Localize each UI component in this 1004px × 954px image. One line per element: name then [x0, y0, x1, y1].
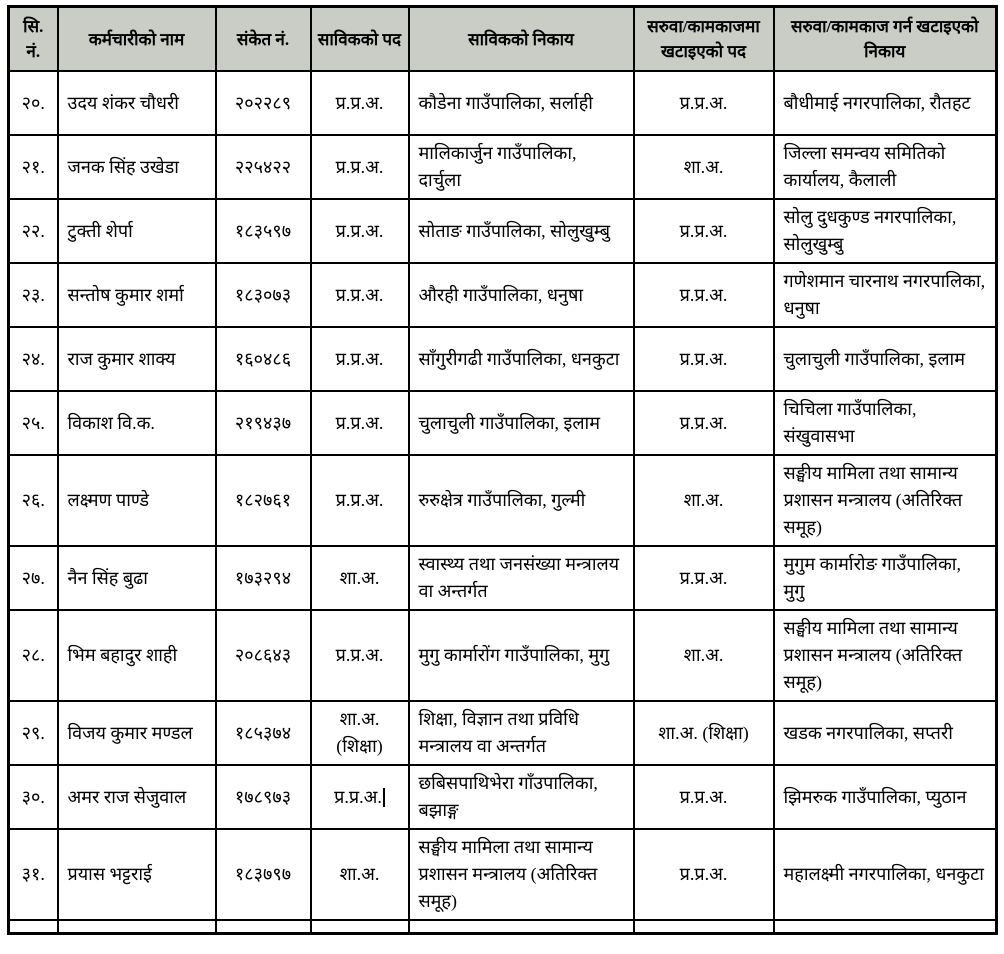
cell-former-office [409, 920, 634, 934]
cell-assigned-office [774, 135, 997, 199]
cell-employee-name [58, 455, 216, 546]
cell-assigned-position [634, 135, 774, 199]
cell-assigned-office [774, 71, 997, 135]
cell-text: अमर राज सेजुवाल [67, 786, 187, 807]
cell-text: प्र.प्र.अ. [679, 92, 728, 113]
cell-former-office [409, 263, 634, 327]
cell-serial-number [9, 829, 58, 920]
cell-former-position [311, 71, 409, 135]
cell-text: शा.अ. [683, 490, 724, 510]
cell-former-position [311, 765, 409, 829]
cell-employee-name [58, 199, 216, 263]
cell-text: बौधीमाई नगरपालिका, रौतहट [783, 92, 971, 113]
cell-text: २९. [21, 722, 45, 743]
cell-employee-name [58, 829, 216, 920]
cell-text: २०२२८९ [234, 92, 292, 113]
table-row [9, 327, 997, 391]
cell-serial-number [9, 701, 58, 765]
cell-text: प्र.प्र.अ. [335, 348, 384, 369]
cell-employee-name [58, 920, 216, 934]
cell-assigned-position [634, 199, 774, 263]
cell-former-position [311, 610, 409, 701]
cell-former-office [409, 701, 634, 765]
cell-text: टुक्ती शेर्पा [67, 220, 133, 241]
table-header-row [9, 7, 997, 72]
cell-serial-number [9, 71, 58, 135]
cell-text: सङ्घीय मामिला तथा सामान्य प्रशासन मन्त्रालय (अतिरिक्त समूह) [783, 618, 963, 692]
cell-text: सोलु दुधकुण्ड नगरपालिका, सोलुखुम्बु [783, 207, 957, 254]
cell-code-number [216, 546, 311, 610]
cell-text: रुरुक्षेत्र गाउँपालिका, गुल्मी [418, 490, 586, 510]
cell-serial-number [9, 920, 58, 934]
cell-assigned-position [634, 765, 774, 829]
cell-text: खडक नगरपालिका, सप्तरी [783, 722, 953, 743]
cell-serial-number [9, 263, 58, 327]
cell-text: औरही गाउँपालिका, धनुषा [418, 284, 584, 305]
cell-employee-name [58, 71, 216, 135]
cell-text: जनक सिंह उखेडा [67, 156, 179, 177]
cell-former-position [311, 327, 409, 391]
cell-text: प्र.प्र.अ. [335, 412, 384, 433]
cell-text: राज कुमार शाक्य [67, 348, 176, 369]
cell-former-office [409, 546, 634, 610]
cell-text: चिचिला गाउँपालिका, संखुवासभा [783, 399, 917, 446]
table-row [9, 199, 997, 263]
cell-assigned-office [774, 455, 997, 546]
cell-assigned-office [774, 765, 997, 829]
cell-employee-name [58, 765, 216, 829]
table-row-partial [9, 920, 997, 934]
cell-former-position [311, 391, 409, 455]
cell-text: स्वास्थ्य तथा जनसंख्या मन्त्रालय वा अन्तर्गत [418, 554, 620, 601]
cell-former-position [311, 546, 409, 610]
table-row [9, 829, 997, 920]
cell-text: प्र.प्र.अ. [335, 490, 384, 510]
cell-text: २१. [21, 156, 45, 177]
cell-assigned-position [634, 701, 774, 765]
cell-assigned-office [774, 610, 997, 701]
cell-former-position [311, 199, 409, 263]
cell-former-position [311, 135, 409, 199]
cell-former-office [409, 135, 634, 199]
cell-former-position [311, 455, 409, 546]
table-row [9, 135, 997, 199]
cell-text: १८२७६१ [234, 490, 292, 510]
cell-text: झिमरुक गाउँपालिका, प्युठान [783, 786, 967, 807]
cell-code-number [216, 765, 311, 829]
cell-text: उदय शंकर चौधरी [67, 92, 179, 113]
cell-assigned-position [634, 829, 774, 920]
cell-code-number [216, 199, 311, 263]
cell-text: प्र.प्र.अ. [679, 786, 728, 807]
cell-text: २८. [21, 645, 45, 665]
table-row [9, 546, 997, 610]
cell-text: प्र.प्र.अ. [335, 645, 384, 665]
cell-text: शा.अ. (शिक्षा) [658, 722, 749, 743]
cell-former-office [409, 71, 634, 135]
cell-code-number [216, 455, 311, 546]
cell-text: प्र.प्र.अ. [679, 567, 728, 588]
cell-former-office [409, 199, 634, 263]
cell-text: सन्तोष कुमार शर्मा [67, 284, 184, 305]
cell-text: प्र.प्र.अ. [679, 348, 728, 369]
cell-text: १८५३७४ [234, 722, 292, 743]
cell-text: शिक्षा, विज्ञान तथा प्रविधि मन्त्रालय वा अन्तर्गत [418, 709, 579, 756]
cell-text: सङ्घीय मामिला तथा सामान्य प्रशासन मन्त्रालय (अतिरिक्त समूह) [418, 837, 598, 911]
cell-assigned-office [774, 829, 997, 920]
cell-text: विजय कुमार मण्डल [67, 722, 193, 743]
cell-employee-name [58, 327, 216, 391]
cell-text: साँगुरीगढी गाउँपालिका, धनकुटा [418, 348, 620, 369]
cell-code-number [216, 391, 311, 455]
cell-former-position [311, 263, 409, 327]
cell-text: सङ्घीय मामिला तथा सामान्य प्रशासन मन्त्रालय (अतिरिक्त समूह) [783, 463, 963, 537]
cell-text: २५. [21, 412, 45, 433]
cell-text: मुगु कार्मारोंग गाउँपालिका, मुगु [418, 645, 610, 665]
cell-text: चुलाचुली गाउँपालिका, इलाम [783, 348, 965, 369]
cell-assigned-position [634, 546, 774, 610]
cell-text: २२५४२२ [234, 156, 292, 177]
cell-text: ३०. [21, 786, 45, 807]
cell-employee-name [58, 135, 216, 199]
table-row [9, 71, 997, 135]
cell-assigned-office [774, 327, 997, 391]
cell-text: २०. [21, 92, 45, 113]
cell-text: महालक्ष्मी नगरपालिका, धनकुटा [783, 864, 984, 884]
cell-assigned-position [634, 455, 774, 546]
cell-serial-number [9, 391, 58, 455]
cell-text: प्र.प्र.अ. [679, 284, 728, 305]
cell-text: २०८६४३ [234, 645, 292, 665]
cell-text: प्र.प्र.अ. [334, 786, 382, 807]
cell-text: प्र.प्र.अ. [335, 284, 384, 305]
cell-text: १६०४८६ [234, 348, 292, 369]
cell-assigned-office [774, 199, 997, 263]
cell-assigned-position [634, 327, 774, 391]
cell-text: शा.अ. (शिक्षा) [336, 709, 383, 756]
cell-text: १८३५९७ [234, 220, 292, 241]
table-row [9, 455, 997, 546]
cell-former-office [409, 455, 634, 546]
cell-text: लक्ष्मण पाण्डे [67, 490, 150, 510]
cell-text: २२. [21, 220, 45, 241]
cell-employee-name [58, 263, 216, 327]
cell-text: छबिसपाथिभेरा गाँउपालिका, बझाङ्ग [418, 773, 598, 820]
cell-text: भिम बहादुर शाही [67, 645, 178, 665]
cell-code-number [216, 327, 311, 391]
cell-text: सोताङ गाउँपालिका, सोलुखुम्बु [418, 220, 611, 241]
cell-serial-number [9, 455, 58, 546]
col-header-serial-number: सि. नं. [9, 7, 58, 72]
cell-text: २७. [21, 567, 45, 588]
cell-text: शा.अ. [339, 567, 380, 588]
cell-assigned-position [634, 71, 774, 135]
cell-assigned-position [634, 920, 774, 934]
cell-code-number [216, 701, 311, 765]
cell-text: शा.अ. [683, 645, 724, 665]
cell-assigned-position [634, 610, 774, 701]
text-cursor [383, 788, 385, 807]
cell-text: प्र.प्र.अ. [679, 864, 728, 884]
employee-transfer-table [7, 5, 998, 935]
cell-assigned-office [774, 701, 997, 765]
table-row [9, 263, 997, 327]
table-row [9, 701, 997, 765]
cell-text: जिल्ला समन्वय समितिको कार्यालय, कैलाली [783, 143, 946, 190]
cell-former-office [409, 765, 634, 829]
table-body [9, 71, 997, 934]
cell-code-number [216, 135, 311, 199]
cell-text: ३१. [21, 864, 45, 884]
cell-text: १८३७९७ [234, 864, 292, 884]
cell-code-number [216, 829, 311, 920]
col-header-code-number: संकेत नं. [216, 7, 311, 72]
col-header-employee-name: कर्मचारीको नाम [58, 7, 216, 72]
cell-text: प्र.प्र.अ. [335, 156, 384, 177]
cell-text: मालिकार्जुन गाउँपालिका, दार्चुला [418, 143, 577, 190]
cell-employee-name [58, 546, 216, 610]
cell-text: १८३०७३ [234, 284, 292, 305]
cell-text: मुगुम कार्मारोङ गाउँपालिका, मुगु [783, 554, 961, 601]
cell-text: विकाश वि.क. [67, 412, 155, 433]
cell-code-number [216, 920, 311, 934]
cell-serial-number [9, 135, 58, 199]
cell-assigned-office [774, 546, 997, 610]
cell-serial-number [9, 765, 58, 829]
table-row [9, 610, 997, 701]
cell-text: गणेशमान चारनाथ नगरपालिका, धनुषा [783, 271, 986, 318]
cell-former-office [409, 327, 634, 391]
cell-text: शा.अ. [683, 156, 724, 177]
cell-assigned-position [634, 391, 774, 455]
cell-assigned-office [774, 263, 997, 327]
cell-text: २३. [21, 284, 45, 305]
cell-assigned-office [774, 391, 997, 455]
cell-employee-name [58, 610, 216, 701]
cell-former-position [311, 920, 409, 934]
cell-former-office [409, 829, 634, 920]
cell-serial-number [9, 327, 58, 391]
cell-employee-name [58, 701, 216, 765]
cell-text: प्र.प्र.अ. [679, 412, 728, 433]
cell-text: प्रयास भट्टराई [67, 864, 152, 884]
cell-former-position [311, 701, 409, 765]
cell-text: १७३२९४ [234, 567, 292, 588]
cell-serial-number [9, 610, 58, 701]
cell-former-position [311, 829, 409, 920]
cell-text: २६. [21, 490, 45, 510]
cell-text: २४. [21, 348, 45, 369]
cell-code-number [216, 263, 311, 327]
cell-serial-number [9, 546, 58, 610]
cell-text: प्र.प्र.अ. [679, 220, 728, 241]
cell-text: चुलाचुली गाउँपालिका, इलाम [418, 412, 600, 433]
cell-text: शा.अ. [339, 864, 380, 884]
cell-serial-number [9, 199, 58, 263]
cell-former-office [409, 391, 634, 455]
col-header-assigned-office: सरुवा/कामकाज गर्न खटाइएको निकाय [774, 7, 997, 72]
table-row [9, 391, 997, 455]
cell-assigned-position [634, 263, 774, 327]
cell-code-number [216, 71, 311, 135]
col-header-former-office: साविकको निकाय [409, 7, 634, 72]
cell-employee-name [58, 391, 216, 455]
cell-text: नैन सिंह बुढा [67, 567, 148, 588]
cell-text: २१९४३७ [234, 412, 292, 433]
cell-code-number [216, 610, 311, 701]
col-header-former-position: साविकको पद [311, 7, 409, 72]
cell-text: कौडेना गाउँपालिका, सर्लाही [418, 92, 593, 113]
col-header-assigned-position: सरुवा/कामकाजमा खटाइएको पद [634, 7, 774, 72]
cell-text: प्र.प्र.अ. [335, 220, 384, 241]
cell-assigned-office [774, 920, 997, 934]
cell-text: प्र.प्र.अ. [335, 92, 384, 113]
table-row [9, 765, 997, 829]
cell-former-office [409, 610, 634, 701]
cell-text: १७८९७३ [234, 786, 292, 807]
